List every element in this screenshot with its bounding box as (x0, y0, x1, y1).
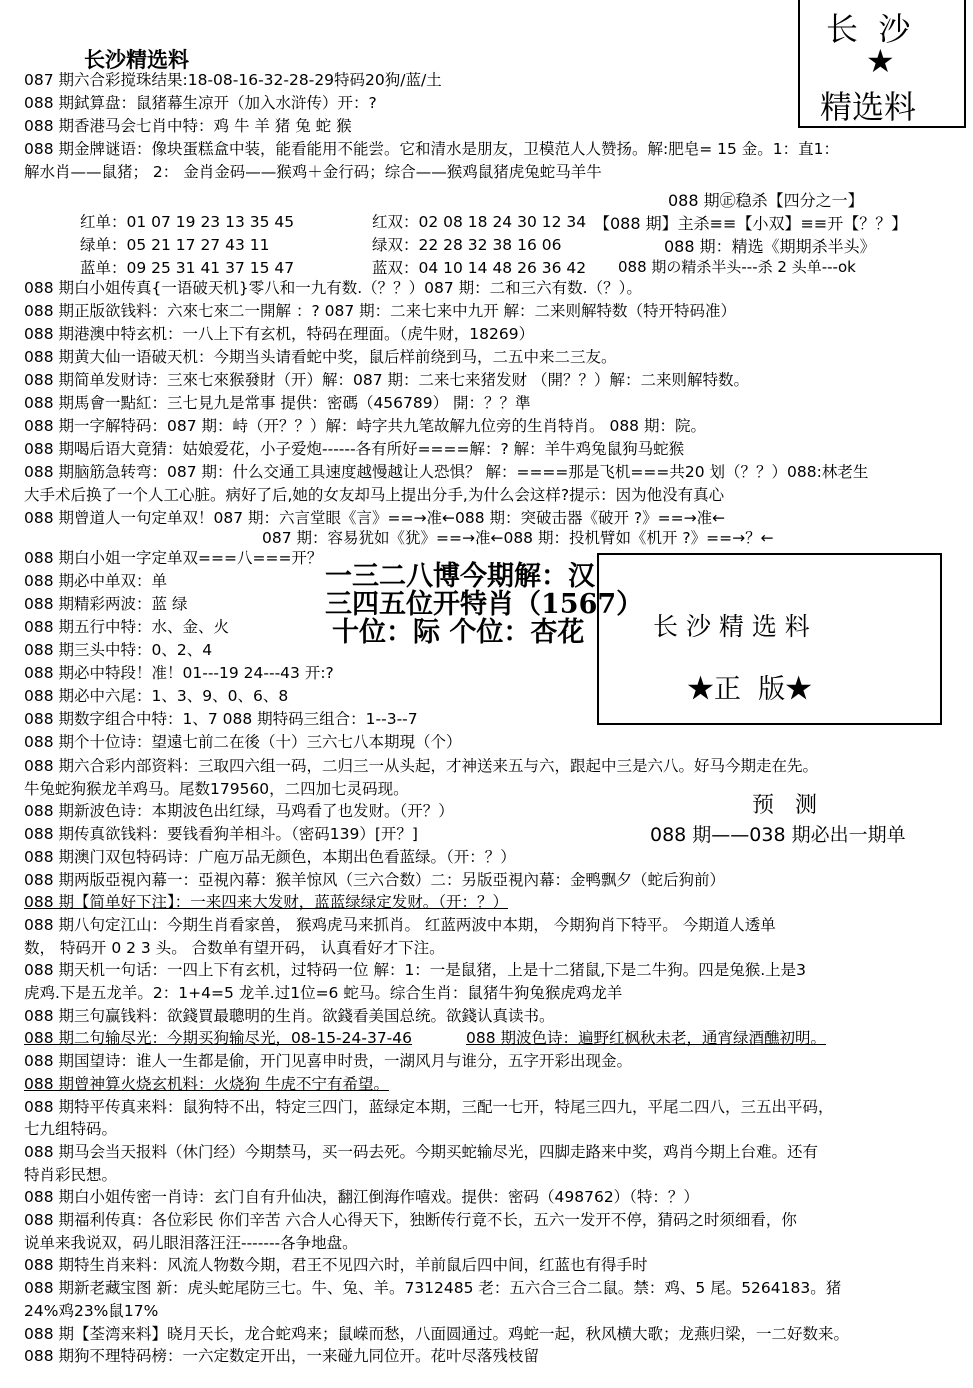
side-note-2: 【088 期】主杀≡≡【小双】≡≡开【？？】 (594, 214, 908, 233)
corner-line-3: 精选料 (820, 88, 917, 126)
text-line (24, 870, 725, 890)
riddle-line-3: 十位：际 个位：杏花 (332, 617, 585, 648)
text-line (24, 983, 622, 1003)
text-line-main: 088 期天机一句话：一四上下有玄机，过特码一位 解：1：一是鼠猪，上是十二猪鼠,下是二牛狗。四是兔猴.上是3 (24, 961, 807, 980)
text-line-main: 七九组特码。 (24, 1120, 118, 1139)
text-line (24, 1255, 648, 1275)
text-line: 088 期黄大仙一语破天机：今期当头请看蛇中奖，鼠后样前绕到马，二五中来二三友。 (24, 348, 617, 366)
forecast-text: 088 期——038 期必出一期单 (650, 824, 906, 846)
corner-line-1: 长 沙 (826, 10, 911, 48)
text-line (24, 938, 445, 958)
blue-single: 蓝单：09 25 31 41 37 15 47 (80, 259, 295, 277)
text-line (24, 1346, 539, 1366)
text-line (24, 1028, 826, 1048)
text-line (24, 1074, 389, 1094)
text-line: 087 期六合彩搅珠结果:18-08-16-32-28-29特码20狗/蓝/土 (24, 71, 442, 89)
text-line: 088 期馬會一點紅：三七見九是常事 提供：密碼（456789） 開：？？準 (24, 394, 531, 412)
text-line-main: 088 期福利传真：各位彩民 你们辛苦 六合人心得天下，独断传行竟不长，五六一发开不停，猜码之时须细看，你 (24, 1211, 797, 1229)
blue-double: 蓝双：04 10 14 48 26 36 42 (372, 259, 587, 277)
text-line: 088 期必中特段！准！01---19 24---43 开:? (24, 664, 334, 682)
indented-line: 087 期：容易犹如《犹》==→准←088 期：投机臂如《机开 ?》==→？← (262, 529, 774, 547)
red-double: 红双：02 08 18 24 30 12 34 (372, 213, 587, 231)
text-line-main: 虎鸡.下是五龙羊。2：1+4=5 龙羊.过1位=6 蛇马。综合生肖：鼠猪牛狗兔猴虎鸡龙羊 (24, 984, 623, 1002)
text-line: 大手术后换了一个人工心脏。病好了后,她的女友却马上提出分手,为什么会这样?提示：因为他没有真心 (24, 486, 725, 504)
text-line-extra: 088 期波色诗：遍野红枫秋未老，通宵绿酒醮初明。 (466, 1029, 827, 1048)
riddle-line-1: 一三二八博今期解：汉 (325, 561, 595, 592)
text-line: 088 期白小姐传真{一语破天机}零八和一九有数.（？？）087 期：二和三六有数.（？）。 (24, 279, 642, 297)
text-line-main: 说单来我说双，码儿眼泪落汪汪-------各争地盘。 (24, 1233, 358, 1252)
text-line-main: 088 期狗不理特码榜：一六定数定开出，一来碰九同位开。花叶尽落残枝留 (24, 1347, 540, 1366)
text-line (24, 1006, 555, 1026)
framed-subtitle: ★正 版★ (687, 674, 813, 705)
text-line: 088 期三头中特：0、2、4 (24, 641, 213, 659)
text-line (24, 960, 806, 980)
text-line-main: 088 期【荃湾来料】晓月天长，龙合蛇鸡来；鼠嵘而愁，八面圆通过。鸡蛇一起，秋风横大歌；龙燕归梁，一二好数来。 (24, 1324, 850, 1343)
text-line (24, 1301, 158, 1321)
text-line (24, 756, 818, 776)
text-line-main: 088 期传真欲钱料：要钱看狗羊相斗。（密码139）[开？] (24, 825, 418, 844)
page-title: 长沙精选料 (84, 48, 189, 72)
text-line: 088 期曾道人一句定单双！087 期：六言堂眼《言》==→准←088 期：突破击器《破开 ?》==→准← (24, 509, 726, 527)
text-line-main: 088 期新波色诗：本期波色出红绿，马鸡看了也发财。（开？） (24, 802, 454, 821)
text-line: 088 期港澳中特玄机：一八上下有玄机，特码在理面。（虎牛财，18269） (24, 325, 535, 343)
text-line-main: 088 期马会当天报料（休门经）今期禁马，买一码去死。今期买蛇输尽光，四脚走路来中奖，鸡肖今期上台难。还有 (24, 1142, 819, 1161)
text-line-main: 牛兔蛇狗猴龙羊鸡马。尾数179560，二四加七灵码现。 (24, 779, 409, 798)
text-line: 088 期简单发财诗：三來七來猴發財（开）解：087 期：二来七来猪发财 （開？？）解：二来则解特数。 (24, 371, 749, 389)
text-line-main: 088 期特平传真来料：鼠狗特不出，特定三四门，蓝绿定本期，三配一七开，特尾三四九，平尾二四八，三五出平码， (24, 1097, 834, 1116)
text-line (24, 847, 516, 867)
text-line (24, 779, 409, 799)
green-double: 绿双：22 28 32 38 16 06 (372, 236, 562, 254)
side-note-1: 088 期㊣稳杀【四分之一】 (668, 191, 864, 210)
text-line: 088 期脑筋急转弯：087 期：什么交通工具速度越慢越让人恐惧？ 解：====那是飞机===共20 划（？？）088:林老生 (24, 463, 869, 481)
text-line: 088 期数字组合中特：1、7 088 期特码三组合：1--3--7 (24, 710, 418, 728)
text-line-main: 088 期六合彩内部资料：三取四六组一码，二归三一从头起，才神送来五与六，跟起中三是六八。好马今期走在先。 (24, 757, 819, 775)
text-line (24, 1187, 699, 1207)
side-note-4: 088 期の精杀半头---杀 2 头单---ok (618, 258, 856, 276)
text-line (24, 1233, 358, 1253)
text-line (24, 892, 508, 912)
text-line-main: 088 期二句输尽光：今期买狗输尽光，08-15-24-37-46 (24, 1029, 413, 1048)
text-line-main: 088 期三句赢钱料：欲錢買最聰明的生肖。欲錢看美国总统。欲錢认真读书。 (24, 1006, 555, 1025)
text-line (24, 1324, 849, 1344)
text-line: 088 期个十位诗：望遠七前二在後（十）三六七八本期現（个） (24, 733, 462, 751)
framed-title: 长 沙 精 选 料 (653, 612, 810, 641)
framed-logo-box (597, 553, 942, 725)
star-icon: ★ (866, 42, 895, 80)
text-line: 088 期精彩两波：蓝 绿 (24, 595, 188, 613)
text-line-main: 24%鸡23%鼠17% (24, 1301, 159, 1320)
text-line: 088 期香港马会七肖中特：鸡 牛 羊 猪 兔 蛇 猴 (24, 117, 352, 135)
text-line: 解水肖——鼠猪； 2： 金肖金码——猴鸡＋金行码；综合——猴鸡鼠猪虎兔蛇马羊牛 (24, 163, 602, 181)
text-line (24, 1097, 834, 1117)
text-line-main: 088 期澳门双包特码诗：广庖万品无颜色，本期出色看蓝绿。（开：？） (24, 847, 516, 866)
text-line: 088 期必中单双：单 (24, 572, 168, 590)
riddle-line-2: 三四五位开特肖（1567） (325, 589, 644, 620)
text-line: 088 期五行中特：水、金、火 (24, 618, 230, 636)
text-line (24, 1051, 632, 1071)
text-line (24, 824, 418, 844)
corner-logo-box (798, 0, 966, 128)
text-line-main: 088 期白小姐传密一肖诗：玄门自有升仙决，翻江倒海作嘻戏。提供：密码（498762）（特：？） (24, 1188, 699, 1207)
text-line: 088 期正版欲钱料：六來七來二一開解 ：? 087 期：二来七来中九开 解：二来则解特数（特开特码准） (24, 302, 737, 320)
text-line (24, 1119, 117, 1139)
text-line-main: 088 期两版亞視內幕一：亞視內幕：猴羊惊风（三六合数）二：另版亞視內幕：金鸭飘夕（蛇后狗前） (24, 870, 726, 889)
text-line: 088 期鉽算盘：鼠猪幕生凉开（加入水浒传）开：? (24, 94, 377, 112)
text-line-main: 088 期新老藏宝图 新：虎头蛇尾防三七。牛、兔、羊。7312485 老：五六合三合二鼠。禁：鸡、5 尾。5264183。猪 (24, 1279, 842, 1298)
red-single: 红单：01 07 19 23 13 35 45 (80, 213, 295, 231)
text-line (24, 915, 776, 935)
text-line: 088 期白小姐一字定单双===八===开？ (24, 549, 323, 567)
text-line-main: 数， 特码开 0 2 3 头。 合数单有望开码， 认真看好才下注。 (24, 938, 445, 957)
text-line (24, 1165, 117, 1185)
side-note-3: 088 期：精选《期期杀半头》 (664, 237, 876, 256)
text-line: 088 期必中六尾：1、3、9、0、6、8 (24, 687, 289, 705)
text-line (24, 1210, 797, 1230)
text-line-main: 088 期特生肖来料：风流人物数今期，君王不见四六时，羊前鼠后四中间，红蓝也有得手时 (24, 1256, 648, 1275)
text-line-main: 特肖彩民想。 (24, 1165, 118, 1184)
text-line: 088 期一字解特码：087 期：峙（开？？）解：峙字共九笔故解九位旁的生肖特肖。 088 期：院。 (24, 417, 706, 435)
forecast-label: 预 测 (752, 793, 817, 818)
text-line-main: 088 期国望诗：谁人一生都是偷，开门见喜申时贵，一湖风月与谁分，五字开彩出现金。 (24, 1052, 633, 1071)
text-line-main: 088 期曾神算火烧玄机料：火烧狗 牛虎不宁有希望。 (24, 1074, 389, 1093)
text-line: 088 期喝后语大竟猜：姑娘爱花，小子爱炮------各有所好====解：? 解：羊牛鸡兔鼠狗马蛇猴 (24, 440, 685, 458)
text-line (24, 1278, 841, 1298)
text-line-main: 088 期【简单好下注】：一来四来大发财，蓝蓝绿绿定发财。（开：？） (24, 893, 509, 912)
text-line-main: 088 期八句定江山：今期生肖看家兽， 猴鸡虎马来抓肖。 红蓝两波中本期， 今期狗肖下特平。 今期道人透单 (24, 915, 776, 934)
green-single: 绿单：05 21 17 27 43 11 (80, 236, 270, 254)
text-line (24, 1142, 818, 1162)
text-line: 088 期金牌谜语：像块蛋糕盒中装，能看能用不能尝。它和清水是朋友，卫模范人人赞扬。解:肥皂= 15 金。1：直1： (24, 140, 840, 158)
text-line (24, 801, 454, 821)
